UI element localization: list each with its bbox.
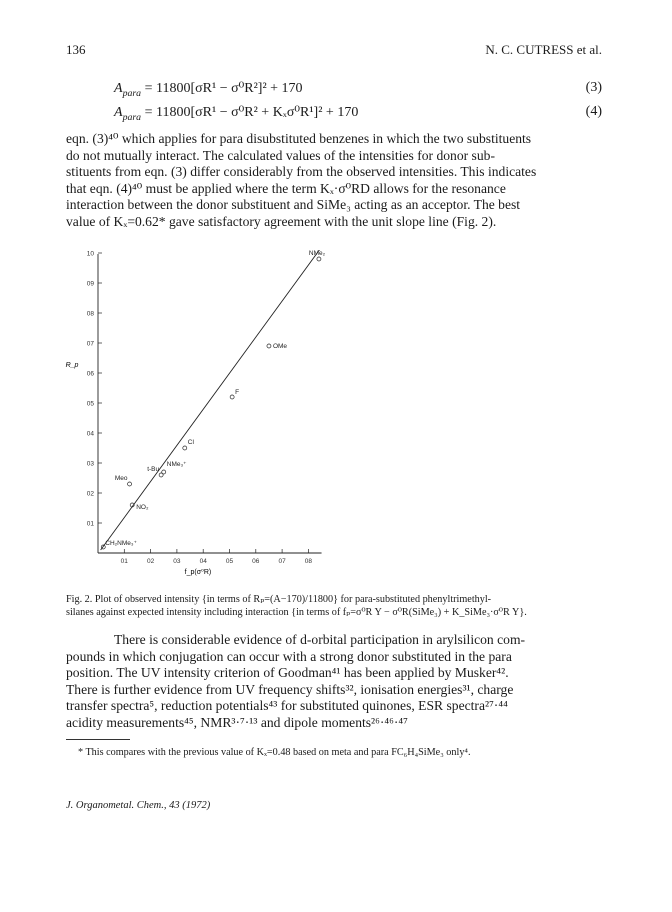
data-point-label: Meo [114,475,128,482]
paragraph-2 [66,632,606,649]
paragraph-1 [66,131,606,231]
data-point-label: F [235,389,240,396]
data-point-label: CH₂NMe₃⁺ [105,540,137,547]
x-tick-label: 01 [120,558,128,565]
text-line: pounds in which conjugation can occur with a strong donor substituted in the para [66,648,512,664]
text-line: that eqn. (4)⁴⁰ must be applied where the term Kₓ·σ⁰RD allows for the resonance [66,180,506,196]
equation-4: $A_{para} = 11800[\sigma R^1 - \sigma^0R^2 + K_x\sigma^0R^1]^2 + 170$ [114,105,359,123]
paragraph-2-continued [66,649,606,732]
footnote-rule [66,739,130,740]
data-point-label: NMe₃⁺ [166,461,187,468]
footnote: * This compares with the previous value of Kₓ=0.48 based on meta and para FC₆H₄SiMe₃ only⁴. [78,747,471,758]
caption-line: Fig. 2. Plot of observed intensity {in terms of Rₚ=(A−170)/11800} for para-substituted phenyltrimethyl- [66,594,492,605]
data-point-marker [267,344,271,348]
data-point-marker [128,482,132,486]
data-point-marker [183,446,187,450]
y-tick-label: 02 [86,490,94,498]
running-header-authors: N. C. CUTRESS et al. [485,42,602,57]
y-tick-label: 08 [86,310,94,318]
data-point-label: OMe [272,343,288,350]
y-tick-label: 03 [86,460,94,468]
data-point-marker [230,395,234,399]
data-point-marker [317,257,321,261]
unit-slope-line [101,250,322,550]
fit-line [101,250,322,550]
y-tick-label: 05 [86,400,94,408]
x-tick-label: 04 [199,558,207,565]
x-tick-label: 02 [146,558,155,565]
text-line: transfer spectra⁵, reduction potentials⁴³ for substituted quinones, ESR spectra²⁷·⁴⁴ [66,698,508,714]
text-line: eqn. (3)⁴⁰ which applies for para disubstituted benzenes in which the two substituents [66,131,532,146]
y-axis-label: R_p [65,362,79,369]
equation-3-number: (3) [585,80,602,95]
text-line: stituents from eqn. (3) differ considerably from the observed intensities. This indicates [66,164,537,180]
text-line: position. The UV intensity criterion of Goodman⁴¹ has been applied by Musker⁴². [66,665,509,681]
data-points [101,250,325,549]
plot-ticks [87,251,313,566]
y-tick-label: 09 [86,280,94,288]
text-line: There is considerable evidence of d-orbital participation in arylsilicon com- [114,632,526,647]
x-tick-label: 05 [225,558,234,565]
figure-2-plot [60,250,360,590]
equation-4-number: (4) [585,104,602,119]
text-line: interaction between the donor substituent and SiMe₃ acting as an acceptor. The best [66,197,521,213]
data-point-label: Cl [187,439,194,446]
y-tick-label: 07 [86,340,94,348]
page-number: 136 [66,42,86,57]
text-line: do not mutually interact. The calculated values of the intensities for donor sub- [66,147,495,163]
x-axis-label: f_p(σ⁰R) [184,569,212,576]
data-point-label: NMe₂ [308,250,326,257]
data-point-label: NO₂ [136,504,149,511]
y-tick-label: 10 [86,250,94,258]
x-tick-label: 07 [278,558,286,565]
equation-3: $A_{para} = 11800[\sigma R^1 - \sigma^0R^2]^2 + 170$ [114,81,303,99]
text-line: There is further evidence from UV frequency shifts³², ionisation energies³¹, charge [66,681,514,697]
caption-line: silanes against expected intensity including interaction {in terms of fₚ=σ⁰R Y − σ⁰R(SiMe₃) + K_SiMe₃·σ⁰R Y}. [66,607,527,618]
figure-caption [66,593,610,619]
data-point-label: t-Bu [147,466,160,473]
x-tick-label: 03 [173,558,181,565]
y-tick-label: 04 [86,430,94,438]
text-line: acidity measurements⁴⁵, NMR³·⁷·¹³ and dipole moments²⁶·⁴⁶·⁴⁷ [66,714,408,730]
y-tick-label: 06 [86,370,94,378]
x-tick-label: 08 [304,558,313,565]
y-tick-label: 01 [86,520,94,528]
journal-reference: J. Organometal. Chem., 43 (1972) [66,800,211,811]
x-tick-label: 06 [252,558,260,565]
data-point-marker [162,470,166,474]
text-line: value of Kₓ=0.62* gave satisfactory agreement with the unit slope line (Fig. 2). [66,213,497,229]
